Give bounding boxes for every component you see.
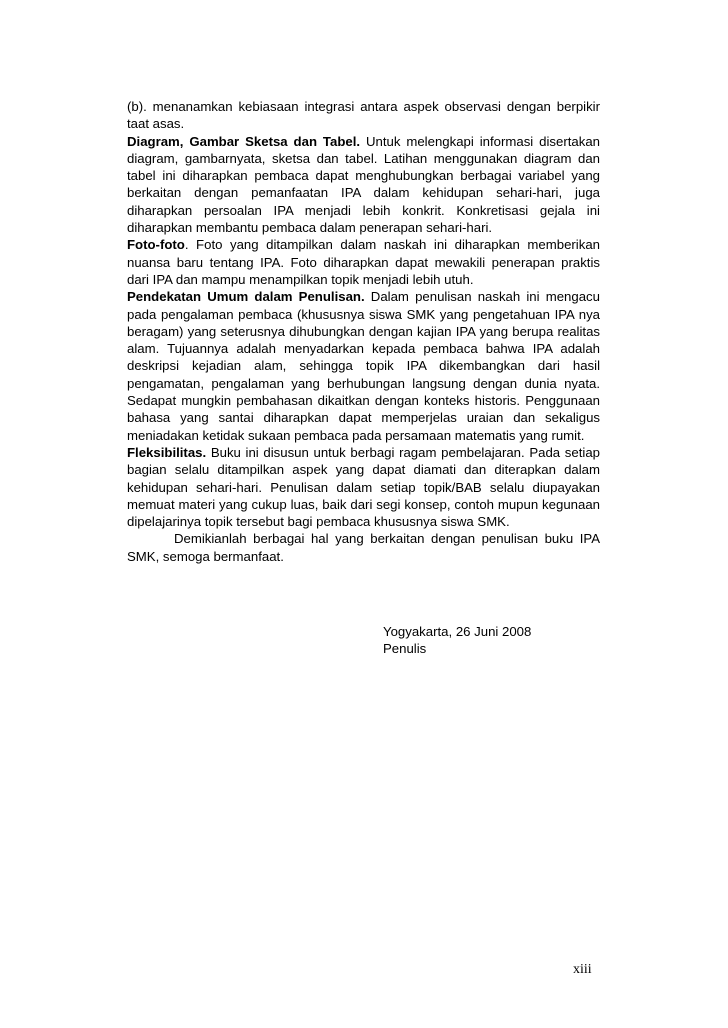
paragraph-pendekatan <box>127 288 600 444</box>
paragraph-fleksibilitas <box>127 444 600 530</box>
paragraph-text: Dalam penulisan naskah ini mengacu pada pengalaman pembaca (khususnya siswa SMK yang pengetahuan IPA nya beragam) yang seterusnya dihubungkan dengan kajian IPA yang berupa realitas alam. Tujuannya adalah menyadarkan kepada pembaca bahwa IPA adalah deskripsi kejadian alam, sehingga topik IPA dikembangkan dari hasil pengamatan, pengalaman yang berhubungan langsung dengan dunia nyata. Sedapat mungkin pembahasan dikaitkan dengan konteks historis. Penggunaan bahasa yang santai diharapkan dapat memperjelas uraian dan sekaligus meniadakan ketidak sukaan pembaca pada persamaan matematis yang rumit. <box>127 289 600 443</box>
paragraph-foto <box>127 236 600 288</box>
paragraph-text: . Foto yang ditampilkan dalam naskah ini diharapkan memberikan nuansa baru tentang IPA. Foto diharapkan dapat mewakili penerapan praktis dari IPA dan mampu menampilkan topik menjadi lebih utuh. <box>127 237 600 287</box>
body-text <box>127 98 600 565</box>
section-heading-fleksibilitas: Fleksibilitas. <box>127 444 207 460</box>
paragraph-diagram <box>127 133 600 237</box>
paragraph-closing <box>127 530 600 565</box>
paragraph-text: Untuk melengkapi informasi disertakan diagram, gambarnyata, sketsa dan tabel. Latihan menggunakan diagram dan tabel ini diharapkan pembaca dapat menghubungkan berbagai variabel yang berkaitan dengan pemanfaatan IPA dalam kehidupan sehari-hari, juga diharapkan persoalan IPA menjadi lebih konkrit. Konkretisasi gejala ini diharapkan membantu pembaca dalam penerapan sehari-hari. <box>127 133 600 236</box>
section-heading-foto: Foto-foto <box>127 237 185 253</box>
section-heading-diagram: Diagram, Gambar Sketsa dan Tabel. <box>127 133 361 149</box>
paragraph-text: (b). menanamkan kebiasaan integrasi antara aspek observasi dengan berpikir taat asas. <box>127 99 600 132</box>
paragraph-text: Buku ini disusun untuk berbagi ragam pembelajaran. Pada setiap bagian selalu ditampilkan aspek yang dapat diamati dan diterapkan dalam kehidupan sehari-hari. Penulisan dalam setiap topik/BAB selalu diupayakan memuat materi yang cukup luas, baik dari segi konsep, contoh mupun kegunaan dipelajarinya topik tersebut bagi pembaca khususnya siswa SMK. <box>127 444 600 530</box>
section-heading-pendekatan: Pendekatan Umum dalam Penulisan. <box>127 289 365 305</box>
paragraph-text: Demikianlah berbagai hal yang berkaitan dengan penulisan buku IPA SMK, semoga bermanfaat. <box>127 531 600 564</box>
signature-block <box>383 623 531 658</box>
paragraph-observasi <box>127 98 600 133</box>
signature-author: Penulis <box>383 641 427 657</box>
signature-place-date: Yogyakarta, 26 Juni 2008 <box>383 624 532 639</box>
page-number: xiii <box>573 962 592 977</box>
